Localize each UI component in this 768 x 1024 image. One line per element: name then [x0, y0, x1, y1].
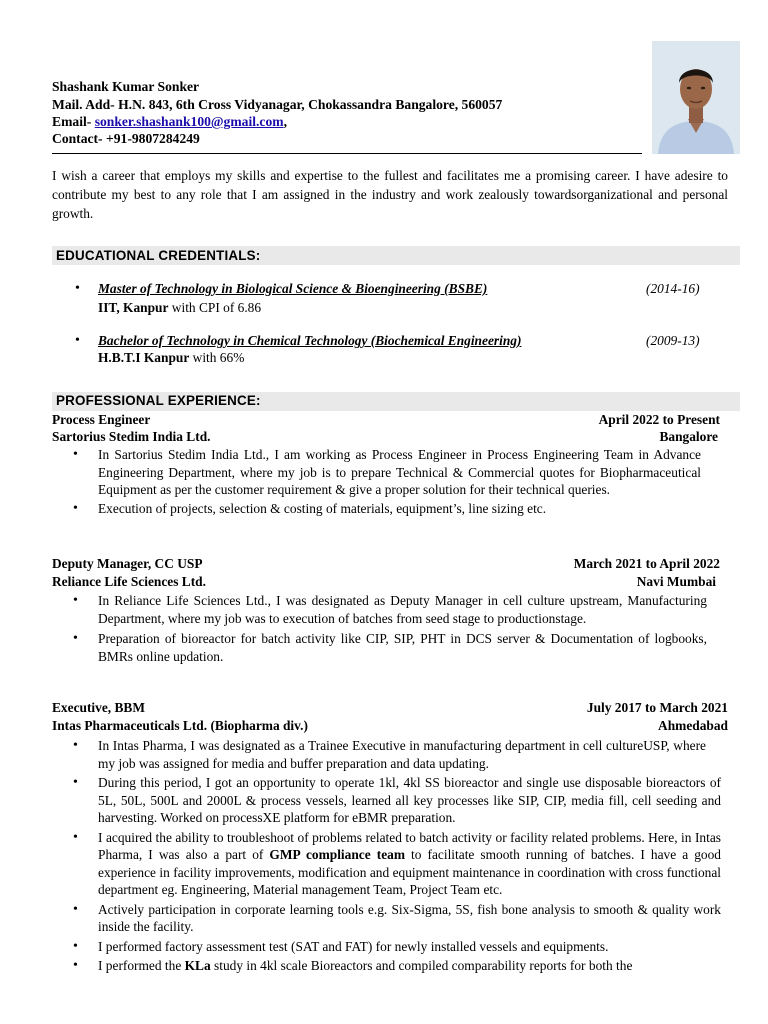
edu-bullet-2: • [75, 333, 80, 348]
profile-photo [652, 41, 740, 154]
job-title-3: Executive, BBM [52, 700, 145, 715]
profile-photo-image [652, 41, 740, 154]
email-link[interactable]: sonker.shashank100@gmail.com [94, 114, 284, 129]
gmp-text-pre: I acquired the ability to troubleshoot of problems related to batch activity or facility related problems. Here, in Intas Pharma, I was also a part of [98, 829, 721, 862]
list-item: • Execution of projects, selection & costing of materials, equipment’s, line sizing etc. [73, 500, 701, 518]
header-divider [52, 153, 642, 154]
list-item: • Preparation of bioreactor for batch activity like CIP, SIP, PHT in DCS server & Documentation of logbooks, BMRs online updation. [73, 630, 707, 665]
email-label: Email- [52, 114, 92, 129]
job-location-3: Ahmedabad [658, 718, 728, 733]
job-location-2: Navi Mumbai [636, 574, 716, 589]
email-suffix: , [283, 114, 287, 129]
job-company-1: Sartorius Stedim India Ltd. [52, 429, 211, 444]
mail-address-line [52, 97, 502, 113]
job-bullets-3 [73, 737, 721, 975]
gmp-text-bold: GMP compliance team [269, 847, 405, 862]
job-location-1: Bangalore [659, 429, 718, 444]
job-dates-1: April 2022 to Present [598, 412, 720, 427]
kla-text-pre: I performed the [98, 958, 185, 973]
experience-section-title: PROFESSIONAL EXPERIENCE: [56, 393, 261, 408]
list-item: • Actively participation in corporate learning tools e.g. Six-Sigma, 5S, fish bone analysis to smooth & quality work inside the facility. [73, 901, 721, 936]
edu-institute-line-2 [98, 350, 244, 366]
list-item: • I performed factory assessment test (SAT and FAT) for newly installed vessels and equipments. [73, 938, 721, 956]
gmp-text-post: to facilitate smooth running of batches. I have a good experience in facility improvements, modification and equipment maintenance in coordination with cross functional department eg. Engineering, Material management Team, Project Team etc. [98, 847, 722, 897]
edu-degree-1: Master of Technology in Biological Science & Bioengineering (BSBE) [98, 281, 488, 296]
edu-institute-2: H.B.T.I Kanpur [98, 350, 190, 365]
candidate-name: Shashank Kumar Sonker [52, 79, 200, 94]
job-dates-2: March 2021 to April 2022 [573, 556, 720, 571]
job-bullets-2 [73, 592, 707, 665]
edu-institute-1: IIT, Kanpur [98, 300, 169, 315]
email-line [52, 114, 287, 130]
list-item [73, 829, 721, 899]
address-label: Mail. Add- [52, 97, 115, 112]
edu-institute-line-1 [98, 300, 261, 316]
list-item: • In Intas Pharma, I was designated as a Trainee Executive in manufacturing department in cell cultureUSP, where my job was assigned for media and buffer preparation and data updating. [73, 737, 706, 772]
contact-line [52, 131, 200, 147]
edu-score-1: with CPI of 6.86 [168, 300, 262, 315]
job-title-2: Deputy Manager, CC USP [52, 556, 203, 571]
career-objective: I wish a career that employs my skills and expertise to the fullest and facilitates me a promising career. I have adesire to contribute my best to any role that I am assigned in the industry and work zealously towardsorganizational and personal growth. [52, 168, 728, 221]
edu-year-2: (2009-13) [646, 333, 700, 348]
job-title-1: Process Engineer [52, 412, 151, 427]
edu-bullet-1: • [75, 281, 80, 296]
list-item: • During this period, I got an opportunity to operate 1kl, 4kl SS bioreactor and single use disposable bioreactors of 5L, 50L, 500L and 2000L & process vessels, learned all key processes like SIP, CIP, media fill, cell seeding and harvesting. Worked on processXE platform for eBMR preparation. [73, 774, 721, 827]
list-item: • In Sartorius Stedim India Ltd., I am working as Process Engineer in Process Engineering Team in Advance Engineering Department, where my job is to prepare Technical & Commercial quotes for Biopharmaceutical Equipment as per the customer requirement & give a proper solution for their technical queries. [73, 446, 701, 499]
job-bullets-1 [73, 446, 701, 517]
kla-text-bold: KLa [184, 958, 211, 973]
list-item [73, 957, 721, 975]
contact-label: Contact- [52, 131, 103, 146]
list-item: • In Reliance Life Sciences Ltd., I was designated as Deputy Manager in cell culture upstream, Manufacturing Department, where my job was to execution of batches from seed stage to productionstage. [73, 592, 707, 627]
contact-value: +91-9807284249 [106, 131, 200, 146]
edu-degree-2: Bachelor of Technology in Chemical Technology (Biochemical Engineering) [98, 333, 522, 348]
address-value: H.N. 843, 6th Cross Vidyanagar, Chokassandra Bangalore, 560057 [118, 97, 503, 112]
education-section-title: EDUCATIONAL CREDENTIALS: [56, 248, 261, 263]
job-dates-3: July 2017 to March 2021 [586, 700, 728, 715]
job-company-2: Reliance Life Sciences Ltd. [52, 574, 206, 589]
edu-year-1: (2014-16) [646, 281, 700, 296]
edu-score-2: with 66% [189, 350, 245, 365]
job-company-3: Intas Pharmaceuticals Ltd. (Biopharma div.) [52, 718, 308, 733]
kla-text-post: study in 4kl scale Bioreactors and compiled comparability reports for both the [210, 958, 633, 973]
